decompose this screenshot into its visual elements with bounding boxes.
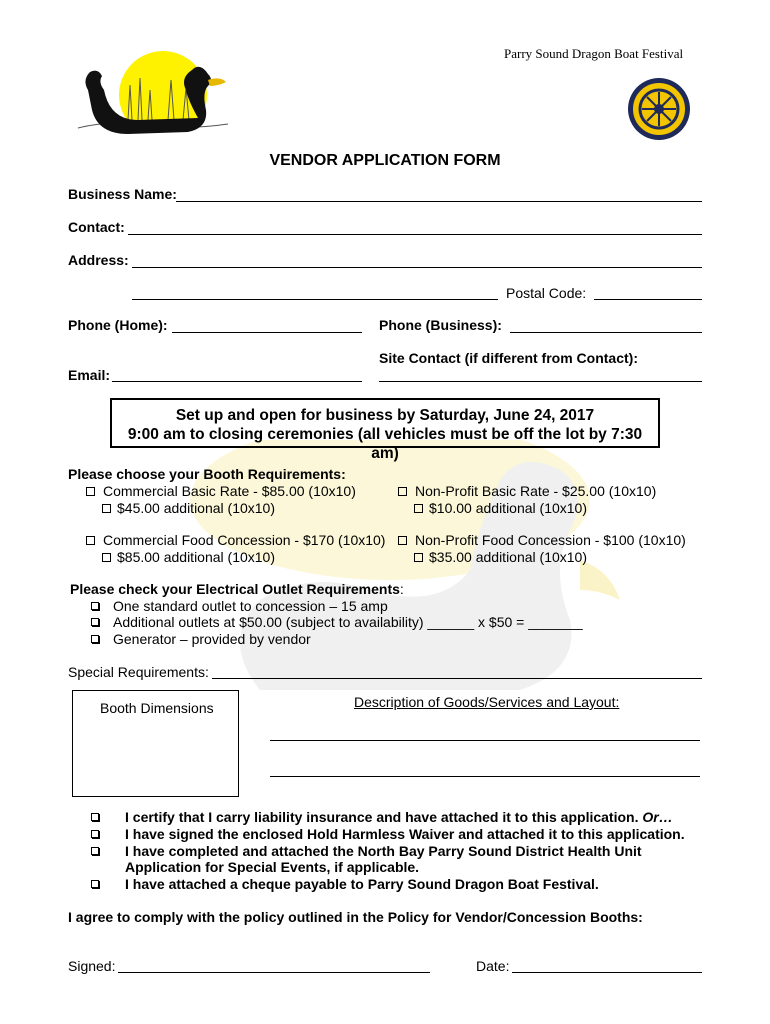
phone-home-label: Phone (Home): [68, 317, 168, 333]
description-label: Description of Goods/Services and Layout: [354, 694, 620, 710]
electrical-heading-text: Please check your Electrical Outlet Requirements [70, 581, 400, 597]
special-requirements-label: Special Requirements: [68, 664, 209, 680]
rotary-emblem [626, 76, 692, 142]
dragon-boat-logo [68, 50, 238, 140]
cert-or: Or… [642, 809, 673, 825]
option-commercial-food[interactable] [86, 532, 385, 549]
email-field[interactable] [112, 381, 362, 382]
cert-cheque-label: I have attached a cheque payable to Parry Sound Dragon Boat Festival. [125, 876, 599, 892]
checkbox[interactable] [91, 618, 99, 626]
postal-code-field[interactable] [594, 299, 702, 300]
option-commercial-food-add[interactable] [102, 549, 275, 566]
option-label: $10.00 additional (10x10) [429, 500, 588, 516]
booth-dimensions-label: Booth Dimensions [100, 700, 214, 716]
option-label: $35.00 additional (10x10) [429, 549, 588, 565]
option-nonprofit-basic-add[interactable] [414, 500, 587, 517]
checkbox[interactable] [86, 487, 95, 496]
checkbox[interactable] [91, 813, 99, 821]
checkbox[interactable] [102, 553, 111, 562]
electrical-item-label: Additional outlets at $50.00 (subject to availability) ______ x $50 = _______ [113, 614, 583, 630]
email-label: Email: [68, 367, 111, 383]
option-commercial-basic-add[interactable] [102, 500, 275, 517]
address-field-2[interactable] [132, 299, 498, 300]
cert-waiver-label: I have signed the enclosed Hold Harmless Waiver and attached it to this application. [125, 826, 685, 842]
cert-insurance-label: I certify that I carry liability insurance and have attached it to this application. [125, 809, 639, 825]
site-contact-label: Site Contact (if different from Contact): [379, 350, 638, 366]
signature-field[interactable] [118, 972, 430, 973]
option-label: Non-Profit Basic Rate - $25.00 (10x10) [415, 483, 657, 499]
setup-notice [110, 398, 660, 462]
phone-home-field[interactable] [172, 332, 362, 333]
checkbox[interactable] [398, 536, 407, 545]
option-label: Non-Profit Food Concession - $100 (10x10) [415, 532, 686, 548]
agreement-text: I agree to comply with the policy outlined in the Policy for Vendor/Concession Booths: [68, 909, 643, 925]
option-nonprofit-basic[interactable] [398, 483, 656, 500]
checkbox[interactable] [398, 487, 407, 496]
electrical-heading [70, 581, 404, 598]
booth-dimensions-box[interactable] [72, 690, 239, 797]
cert-health-label: I have completed and attached the North Bay Parry Sound District Health Unit [125, 843, 642, 859]
checkbox[interactable] [91, 880, 99, 888]
business-name-field[interactable] [176, 201, 702, 202]
cert-health-cont: Application for Special Events, if applicable. [125, 859, 420, 875]
checkbox[interactable] [91, 635, 99, 643]
checkbox[interactable] [414, 553, 423, 562]
checkbox[interactable] [91, 602, 99, 610]
electrical-heading-colon: : [399, 581, 404, 597]
electrical-item-2[interactable] [91, 614, 583, 631]
electrical-item-label: One standard outlet to concession – 15 amp [113, 598, 388, 614]
postal-code-label: Postal Code: [506, 285, 587, 301]
cert-insurance[interactable] [91, 809, 673, 826]
address-field[interactable] [132, 267, 702, 268]
setup-notice-line1: Set up and open for business by Saturday, June 24, 2017 [175, 407, 595, 424]
electrical-item-1[interactable] [91, 598, 388, 615]
checkbox[interactable] [91, 847, 99, 855]
checkbox[interactable] [91, 830, 99, 838]
phone-business-label: Phone (Business): [379, 317, 502, 333]
address-label: Address: [68, 252, 129, 268]
option-label: Commercial Basic Rate - $85.00 (10x10) [103, 483, 356, 499]
option-commercial-basic[interactable] [86, 483, 356, 500]
description-field-1[interactable] [270, 740, 700, 741]
date-label: Date: [476, 958, 510, 974]
booth-heading: Please choose your Booth Requirements: [68, 466, 346, 482]
checkbox[interactable] [102, 504, 111, 513]
option-nonprofit-food[interactable] [398, 532, 686, 549]
signed-label: Signed: [68, 958, 116, 974]
cert-waiver[interactable] [91, 826, 685, 843]
festival-name: Parry Sound Dragon Boat Festival [504, 46, 684, 61]
option-nonprofit-food-add[interactable] [414, 549, 587, 566]
option-label: Commercial Food Concession - $170 (10x10) [103, 532, 386, 548]
contact-label: Contact: [68, 219, 125, 235]
special-requirements-field[interactable] [212, 678, 702, 679]
form-title: VENDOR APPLICATION FORM [269, 152, 501, 169]
option-label: $85.00 additional (10x10) [117, 549, 276, 565]
date-field[interactable] [512, 972, 702, 973]
description-field-2[interactable] [270, 776, 700, 777]
cert-cheque[interactable] [91, 876, 599, 893]
checkbox[interactable] [86, 536, 95, 545]
phone-business-field[interactable] [510, 332, 702, 333]
electrical-item-label: Generator – provided by vendor [113, 631, 311, 647]
option-label: $45.00 additional (10x10) [117, 500, 276, 516]
cert-health[interactable] [91, 843, 642, 860]
checkbox[interactable] [414, 504, 423, 513]
electrical-item-3[interactable] [91, 631, 311, 648]
setup-notice-line2: 9:00 am to closing ceremonies (all vehicles must be off the lot by 7:30 am) [127, 426, 643, 462]
contact-field[interactable] [128, 234, 702, 235]
business-name-label: Business Name: [68, 186, 177, 202]
site-contact-field[interactable] [379, 381, 702, 382]
